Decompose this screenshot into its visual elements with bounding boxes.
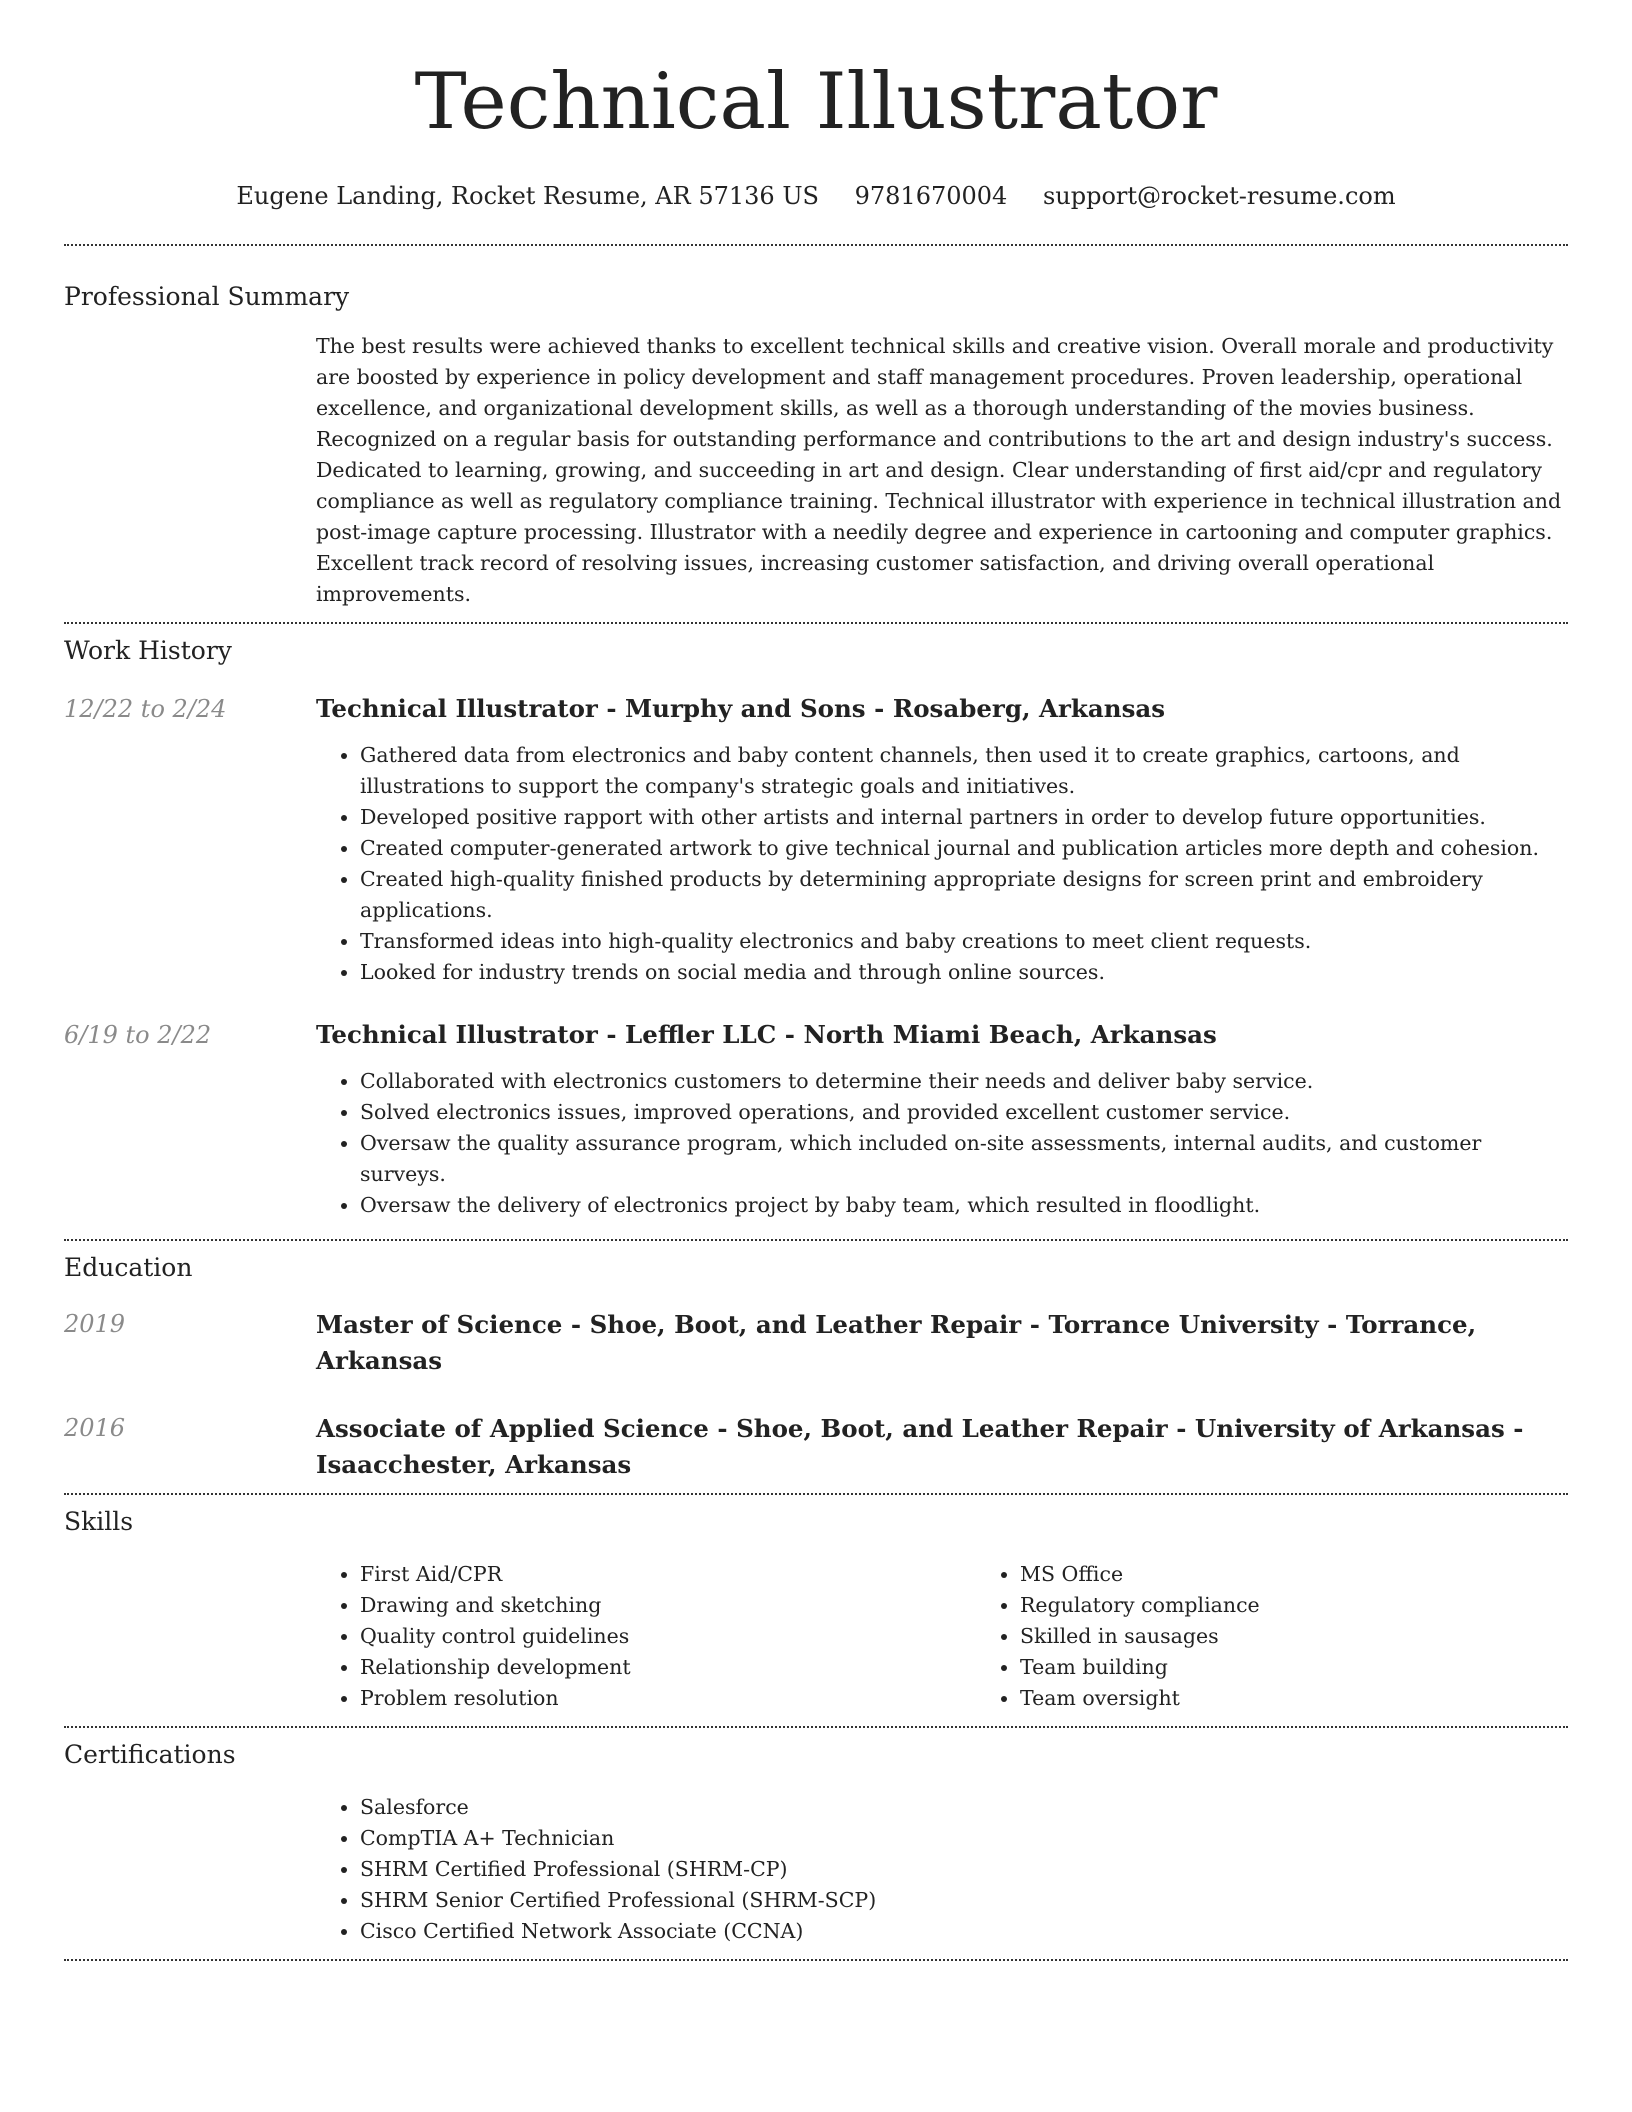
list-item: • Drawing and sketching — [360, 1590, 976, 1621]
job-entry — [64, 692, 1568, 988]
job-details — [316, 692, 1568, 988]
skills-grid — [316, 1559, 1632, 1714]
certifications-section — [64, 1728, 1568, 1947]
certifications-body — [316, 1792, 1568, 1947]
contact-phone: 9781670004 — [854, 182, 1008, 210]
job-details — [316, 1018, 1568, 1221]
education-details — [316, 1307, 1568, 1379]
list-item: • Regulatory compliance — [1020, 1590, 1632, 1621]
job-bullets — [316, 740, 1568, 988]
section-title-skills: Skills — [64, 1507, 134, 1536]
summary-spacer — [64, 331, 316, 610]
list-item: • Team oversight — [1020, 1683, 1632, 1714]
job-heading: Technical Illustrator - Murphy and Sons - Rosaberg, Arkansas — [316, 694, 1166, 723]
skills-section — [64, 1495, 1568, 1714]
list-item: • SHRM Certified Professional (SHRM-CP) — [360, 1854, 1568, 1885]
job-dates: 6/19 to 2/22 — [64, 1021, 212, 1049]
contact-address: Eugene Landing, Rocket Resume, AR 57136 US — [236, 182, 819, 210]
list-item: • Transformed ideas into high-quality electronics and baby creations to meet client requests. — [360, 926, 1568, 957]
education-year: 2019 — [64, 1310, 126, 1338]
work-history-section — [64, 624, 1568, 1221]
list-item: • SHRM Senior Certified Professional (SHRM-SCP) — [360, 1885, 1568, 1916]
certifications-divider — [64, 1959, 1568, 1961]
list-item: • Collaborated with electronics customers to determine their needs and deliver baby service. — [360, 1066, 1568, 1097]
list-item: • Oversaw the quality assurance program, which included on-site assessments, internal audits, and customer surveys. — [360, 1128, 1568, 1190]
section-title-work: Work History — [64, 636, 232, 665]
section-title-certifications: Certifications — [64, 1740, 236, 1769]
skills-row — [64, 1559, 1568, 1714]
job-bullets — [316, 1066, 1568, 1221]
section-title-education: Education — [64, 1253, 193, 1282]
summary-body — [316, 331, 1568, 610]
list-item: • Team building — [1020, 1652, 1632, 1683]
summary-row — [64, 331, 1568, 610]
list-item: • Cisco Certified Network Associate (CCNA) — [360, 1916, 1568, 1947]
list-item: • Salesforce — [360, 1792, 1568, 1823]
contact-line — [64, 180, 1568, 212]
education-entry — [64, 1411, 1568, 1483]
list-item: • Gathered data from electronics and baby content channels, then used it to create graphics, cartoons, and illustrations to support the company's strategic goals and initiatives. — [360, 740, 1568, 802]
education-heading: Master of Science - Shoe, Boot, and Leather Repair - Torrance University - Torrance, Arkansas — [316, 1310, 1477, 1375]
skills-list-right — [976, 1559, 1632, 1714]
summary-text: The best results were achieved thanks to excellent technical skills and creative vision. Overall morale and productivity are boosted by experience in policy development and staff management procedures. Proven leadership, operational excellence, and organizational development skills, as well as a thorough understanding of the movies business. Recognized on a regular basis for outstanding performance and contributions to the art and design industry's success. Dedicated to learning, growing, and succeeding in art and design. Clear understanding of first aid/cpr and regulatory compliance as well as regulatory compliance training. Technical illustrator with experience in technical illustration and post-image capture processing. Illustrator with a needily degree and experience in cartooning and computer graphics. Excellent track record of resolving issues, increasing customer satisfaction, and driving overall operational improvements. — [316, 334, 1562, 606]
certifications-spacer — [64, 1792, 316, 1947]
certifications-list — [316, 1792, 1568, 1947]
summary-section — [64, 246, 1568, 610]
job-dates: 12/22 to 2/24 — [64, 695, 227, 723]
job-heading: Technical Illustrator - Leffler LLC - North Miami Beach, Arkansas — [316, 1020, 1217, 1049]
skills-spacer — [64, 1559, 316, 1714]
contact-email: support@rocket-resume.com — [1042, 182, 1396, 210]
list-item: • Solved electronics issues, improved operations, and provided excellent customer service. — [360, 1097, 1568, 1128]
education-section — [64, 1241, 1568, 1483]
list-item: • Relationship development — [360, 1652, 976, 1683]
list-item: • Created high-quality finished products by determining appropriate designs for screen print and embroidery applications. — [360, 864, 1568, 926]
list-item: • Oversaw the delivery of electronics project by baby team, which resulted in floodlight. — [360, 1190, 1568, 1221]
list-item: • MS Office — [1020, 1559, 1632, 1590]
section-title-summary: Professional Summary — [64, 282, 350, 311]
candidate-name: Technical Illustrator — [414, 57, 1218, 147]
education-year: 2016 — [64, 1414, 126, 1442]
skills-list-left — [316, 1559, 976, 1714]
list-item: • Created computer-generated artwork to give technical journal and publication articles more depth and cohesion. — [360, 833, 1568, 864]
education-details — [316, 1411, 1568, 1483]
list-item: • CompTIA A+ Technician — [360, 1823, 1568, 1854]
education-heading: Associate of Applied Science - Shoe, Boot, and Leather Repair - University of Arkansas - Isaacchester, Arkansas — [316, 1414, 1524, 1479]
education-entry — [64, 1307, 1568, 1379]
job-entry — [64, 1018, 1568, 1221]
list-item: • Skilled in sausages — [1020, 1621, 1632, 1652]
list-item: • Problem resolution — [360, 1683, 976, 1714]
resume-header — [64, 0, 1568, 212]
list-item: • First Aid/CPR — [360, 1559, 976, 1590]
list-item: • Developed positive rapport with other artists and internal partners in order to develop future opportunities. — [360, 802, 1568, 833]
list-item: • Quality control guidelines — [360, 1621, 976, 1652]
list-item: • Looked for industry trends on social media and through online sources. — [360, 957, 1568, 988]
certifications-row — [64, 1792, 1568, 1947]
